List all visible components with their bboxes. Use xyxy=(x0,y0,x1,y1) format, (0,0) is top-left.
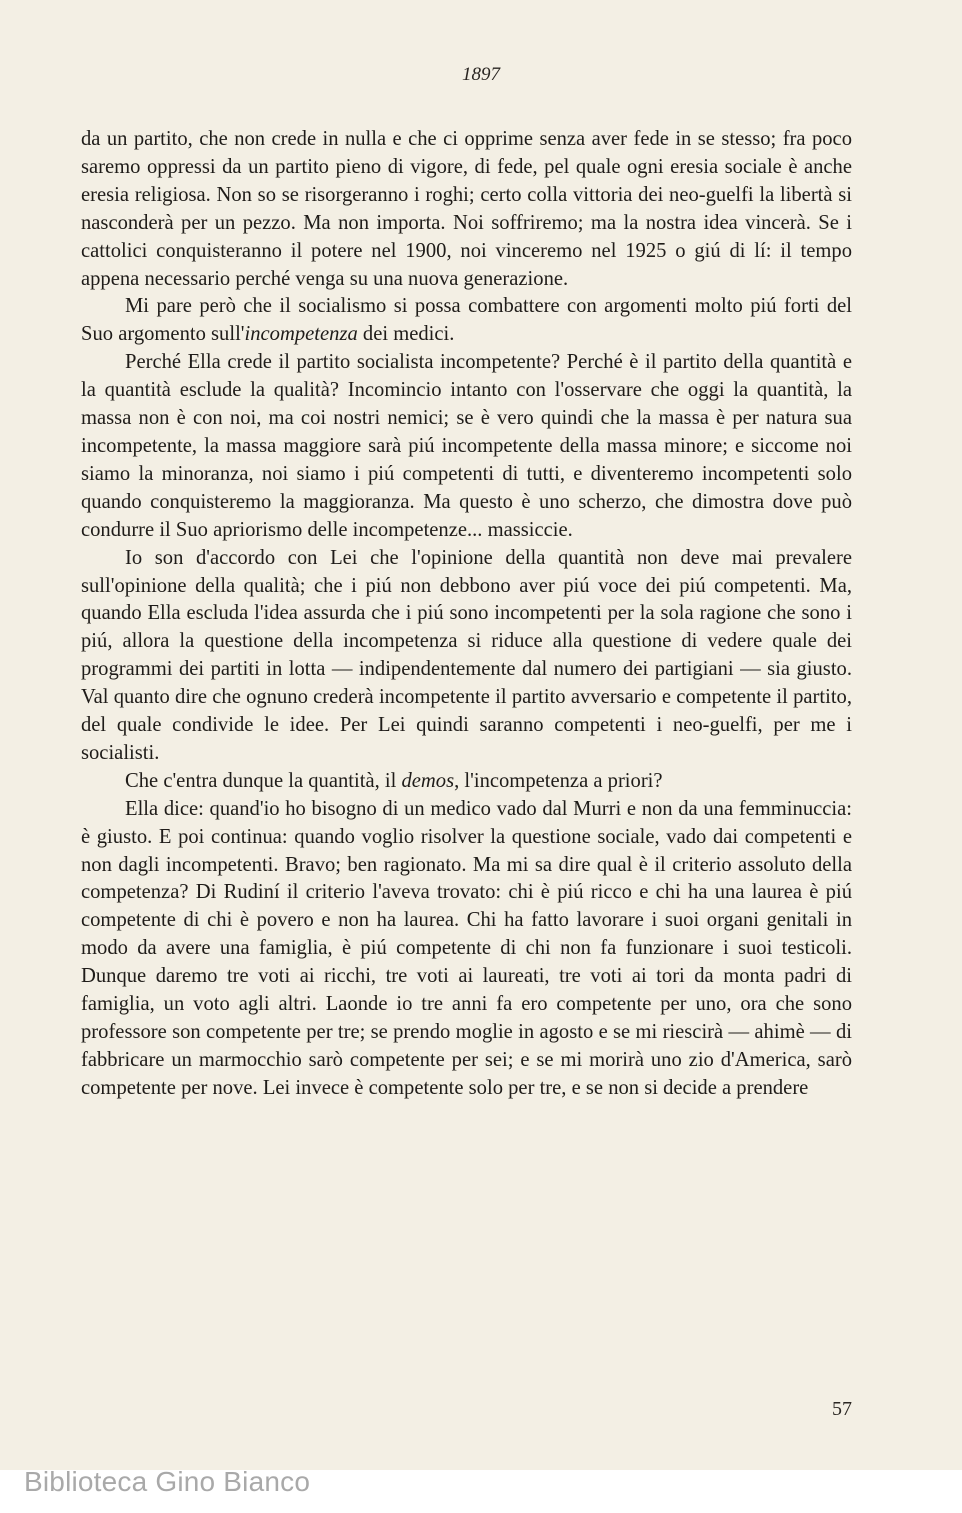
library-watermark: Biblioteca Gino Bianco xyxy=(24,1466,311,1497)
paragraph-2-before: Mi pare però che il socialismo si possa combattere con argomenti molto piú forti del Suo argomento sull' xyxy=(81,295,852,346)
paragraph-5-emphasis: demos xyxy=(401,769,455,792)
paragraph-5-after: , l'incompetenza a priori? xyxy=(454,769,663,792)
paragraph-2-after: dei medici. xyxy=(357,323,455,346)
paragraph-3: Perché Ella crede il partito socialista incompetente? Perché è il partito della quantità e la quantità esclude la qualità? Incomincio intanto con l'osservare che oggi la quantità, la massa non è con noi, ma coi nostri nemici; se è vero quindi che la massa è per natura sua incompetente, la massa maggiore sarà piú incompetente della massa minore; e siccome noi siamo la minoranza, noi siamo i piú competenti di tutti, e diventeremo incompetenti solo quando conquisteremo la maggioranza. Ma questo è uno scherzo, che dimostra dove può condurre il Suo apriorismo delle incompetenze... massicciе. xyxy=(81,351,852,541)
body-text xyxy=(81,126,852,1103)
paragraph-5-before: Che c'entra dunque la quantità, il xyxy=(125,769,402,792)
paragraph-2 xyxy=(81,293,852,349)
paragraph-1: da un partito, che non crede in nulla e che ci opprime senza aver fede in se stesso; fra poco saremo oppressi da un partito pieno di vigore, di fede, pel quale ogni eresia sociale è anche eresia religiosa. Non so se risorgeranno i roghi; certo colla vittoria dei neo-guelfi la libertà si nasconderà per un pezzo. Ma non importa. Noi soffriremo; ma la nostra idea vincerà. Se i cattolici conquisteranno il potere nel 1900, noi vinceremo nel 1925 o giú di lí: il tempo appena necessario perché venga su una nuova generazione. xyxy=(81,128,852,290)
page-number: 57 xyxy=(832,1398,852,1420)
paragraph-2-emphasis: incompetenza xyxy=(244,323,358,346)
running-title: 1897 xyxy=(462,64,500,85)
paragraph-6: Ella dice: quand'io ho bisogno di un medico vado dal Murri e non da una femminuccia: è giusto. E poi continua: quando voglio risolver la questione sociale, vado dai competenti e non dagli incompetenti. Bravo; ben ragionato. Ma mi sa dire qual è il criterio assoluto della competenza? Di Rudiní il criterio l'aveva trovato: chi è piú ricco e chi ha una laurea è piú competente di chi è povero e non ha laurea. Chi ha fatto lavorare i suoi organi genitali in modo da avere una famiglia, è piú competente di chi non fa funzionare i suoi testicoli. Dunque daremo tre voti ai ricchi, tre voti ai laureati, tre voti ai tori da monta padri di famiglia, un voto agli altri. Laonde io tre anni fa ero competente per uno, ora che sono professore son competente per tre; se prendo moglie in agosto e se mi riescirà — ahimè — di fabbricare un marmocchio sarò competente per sei; e se mi morirà uno zio d'America, sarò competente per nove. Lei invece è competente solo per tre, e se non si decide a prendere xyxy=(81,797,852,1099)
paragraph-5 xyxy=(81,768,852,796)
paragraph-4: Io son d'accordo con Lei che l'opinione della quantità non deve mai prevalere sull'opinione della qualità; che i piú non debbono aver piú voce dei piú competenti. Ma, quando Ella escluda l'idea assurda che i piú sono incompetenti per la sola ragione che sono i piú, allora la questione della incompetenza si riduce alla questione di vedere quale dei programmi dei partiti in lotta — indipendentemente dal numero dei partigiani — sia giusto. Val quanto dire che ognuno crederà incompetente il partito avversario e competente il partito, del quale condivide le idee. Per Lei quindi saranno competenti i neo-guelfi, per me i socialisti. xyxy=(81,546,852,764)
